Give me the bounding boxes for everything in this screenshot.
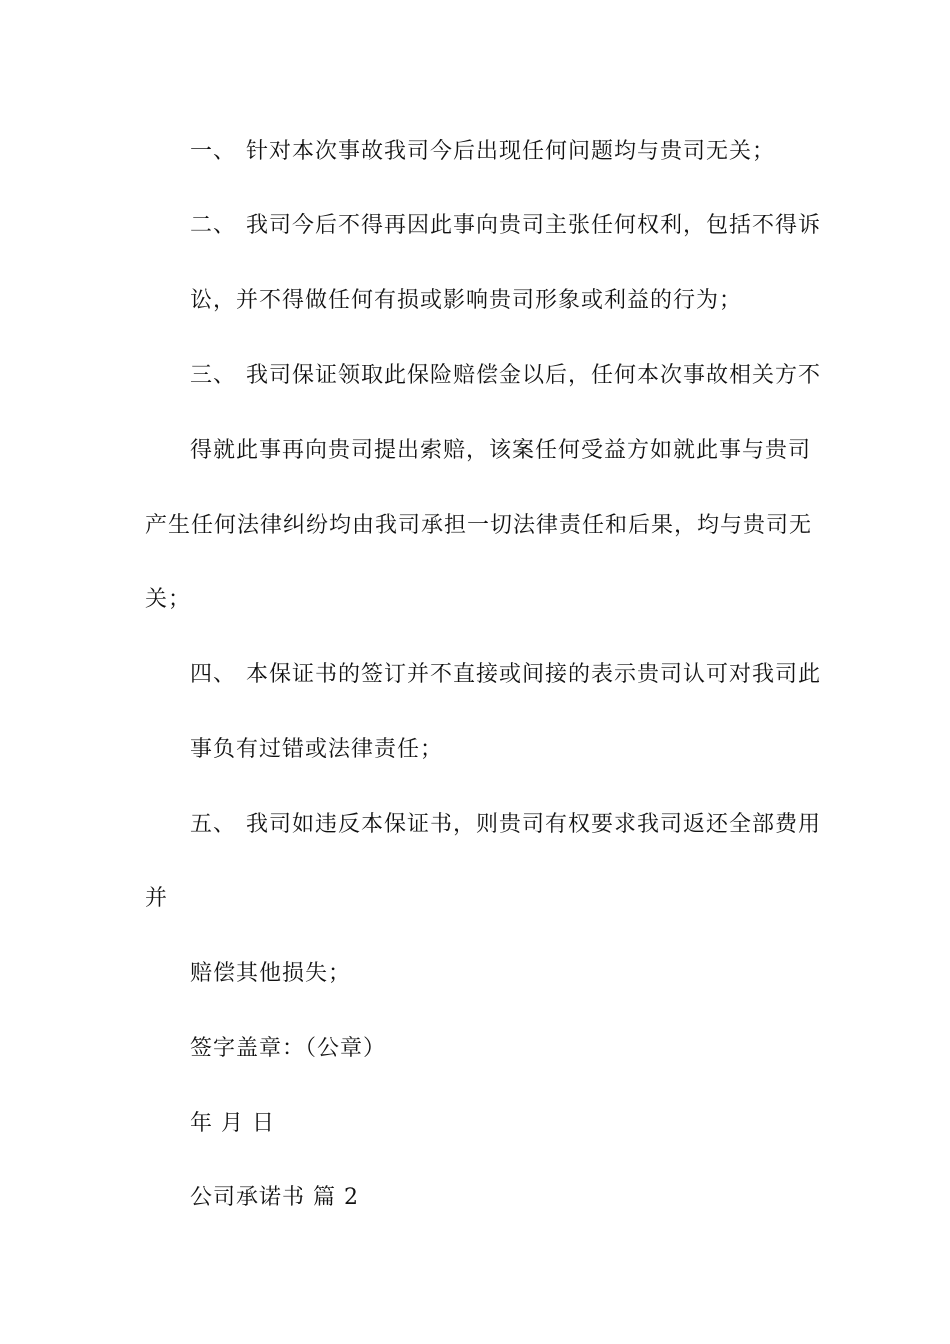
clause-4-number: 四、 [190,662,237,687]
signature-line: 签字盖章：（公章） [190,1036,387,1061]
clause-4-line-2: 事负有过错或法律责任； [190,737,444,762]
clause-1-text: 针对本次事故我司今后出现任何问题均与贵司无关； [246,139,776,164]
clause-2-line-2: 讼，并不得做任何有损或影响贵司形象或利益的行为； [190,288,743,313]
clause-5-line-3: 赔偿其他损失； [190,961,352,986]
clause-3-text-1: 我司保证领取此保险赔偿金以后，任何本次事故相关方不 [246,363,822,388]
clause-5-number: 五、 [190,812,237,837]
clause-2-number: 二、 [190,213,237,238]
clause-3-line-4: 关； [145,587,192,612]
clause-5-text-1: 我司如违反本保证书，则贵司有权要求我司返还全部费用 [246,812,822,837]
clause-1-line-1 [190,137,775,167]
clause-1-number: 一、 [190,139,237,164]
clause-3-line-3: 产生任何法律纠纷均由我司承担一切法律责任和后果，均与贵司无 [145,513,813,538]
clause-3-line-1 [190,361,821,391]
clause-4-text-1: 本保证书的签订并不直接或间接的表示贵司认可对我司此 [246,662,822,687]
date-line: 年 月 日 [190,1111,275,1136]
clause-2-line-1 [190,211,821,241]
clause-5-line-2: 并 [145,886,169,911]
clause-4-line-1 [190,660,821,690]
clause-5-line-1 [190,810,821,840]
clause-2-text-1: 我司今后不得再因此事向贵司主张任何权利，包括不得诉 [246,213,822,238]
next-section-title: 公司承诺书 篇 2 [190,1185,359,1210]
clause-3-line-2: 得就此事再向贵司提出索赔，该案任何受益方如就此事与贵司 [190,438,812,463]
clause-3-number: 三、 [190,363,237,388]
